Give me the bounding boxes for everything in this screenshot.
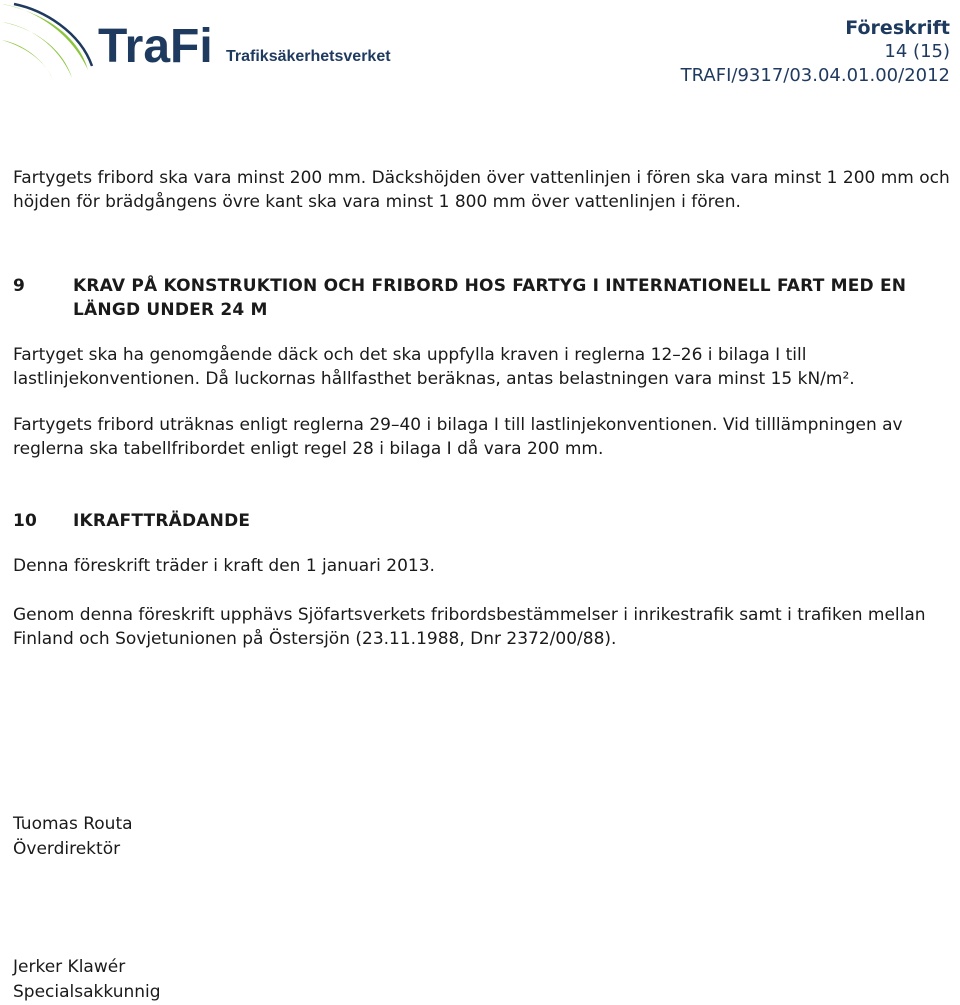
section-heading	[13, 509, 953, 533]
paragraph: Fartygets fribord uträknas enligt reglerna 29–40 i bilaga I till lastlinjekonventionen. Vid tilllämpningen av reglerna ska tabellfribordet enligt regel 28 i bilaga I då vara 200 mm.	[13, 415, 903, 459]
document-header	[681, 16, 950, 88]
logo-subtext: Trafiksäkerhetsverket	[226, 48, 391, 65]
section-number: 10	[13, 511, 38, 531]
page-number: 14 (15)	[884, 41, 950, 62]
document-body	[13, 166, 953, 651]
section-title: KRAV PÅ KONSTRUKTION OCH FRIBORD HOS FARTYG I INTERNATIONELL FART MED EN LÄNGD UNDER 24 M	[73, 276, 907, 320]
paragraph: Fartygets fribord ska vara minst 200 mm. Däckshöjden över vattenlinjen i fören ska vara minst 1 200 mm och höjden för brädgångens övre kant ska vara minst 1 800 mm över vattenlinjen i fören.	[13, 168, 950, 212]
signatory-name: Jerker Klawér	[13, 957, 126, 977]
section-title: IKRAFTTRÄDANDE	[73, 511, 251, 531]
document-type: Föreskrift	[845, 17, 950, 39]
signatory-name: Tuomas Routa	[13, 814, 133, 834]
paragraph: Fartyget ska ha genomgående däck och det ska uppfylla kraven i reglerna 12–26 i bilaga I till lastlinjekonventionen. Då luckornas hållfasthet beräknas, antas belastningen vara minst 15 kN/m².	[13, 345, 855, 389]
paragraph: Denna föreskrift träder i kraft den 1 januari 2013.	[13, 556, 435, 576]
logo-swoosh-icon	[2, 4, 92, 82]
section-number: 9	[13, 276, 26, 296]
signatory-title: Specialsakkunnig	[13, 982, 161, 1002]
logo-wordmark: TraFi	[98, 20, 213, 73]
signature-block	[13, 812, 133, 862]
trafi-logo	[0, 0, 400, 90]
document-reference: TRAFI/9317/03.04.01.00/2012	[680, 65, 950, 86]
section-heading	[13, 274, 953, 322]
signatory-title: Överdirektör	[13, 839, 121, 859]
paragraph: Genom denna föreskrift upphävs Sjöfartsverkets fribordsbestämmelser i inrikestrafik samt i trafiken mellan Finland och Sovjetunionen på Östersjön (23.11.1988, Dnr 2372/00/88).	[13, 605, 926, 649]
signature-block	[13, 955, 161, 1005]
